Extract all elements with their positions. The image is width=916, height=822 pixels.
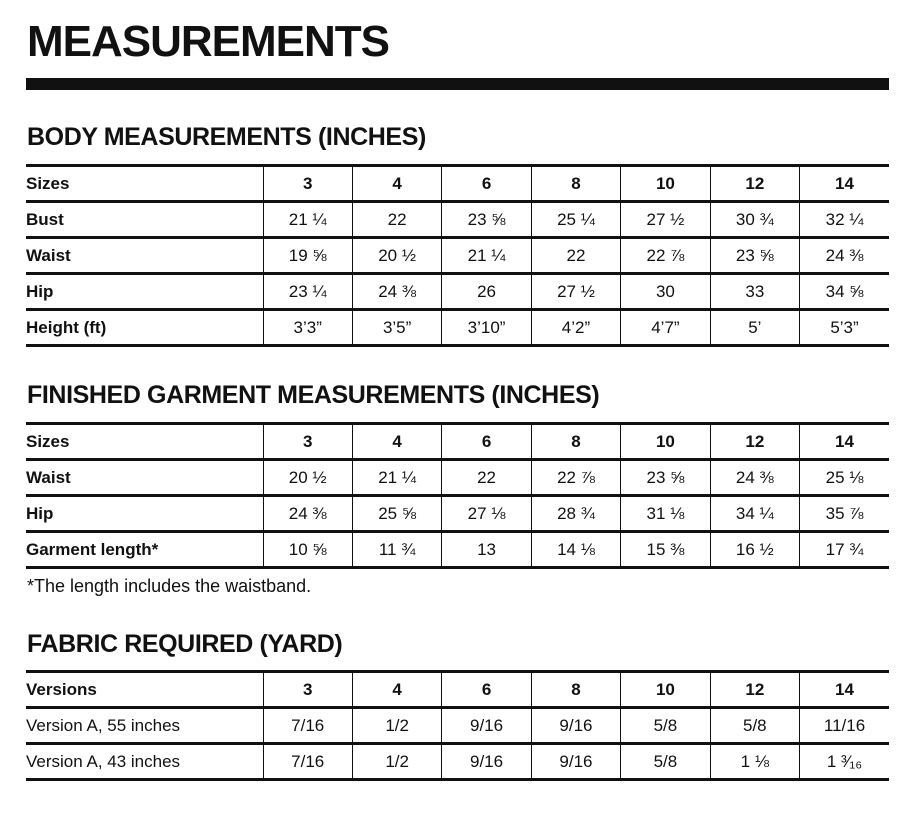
page-title: MEASUREMENTS (27, 17, 390, 66)
size-header: 3 (263, 424, 352, 460)
table-cell: 20 ½ (263, 460, 352, 496)
table-cell: 21 ¼ (352, 460, 441, 496)
section-title-fabric-required: FABRIC REQUIRED (YARD) (27, 630, 343, 658)
size-header: 6 (442, 672, 531, 708)
table-cell: 26 (442, 274, 531, 310)
table-cell: 22 (352, 202, 441, 238)
table-cell: 24 ⅜ (800, 238, 889, 274)
table-cell: 7/16 (263, 708, 352, 744)
finished-garment-table (26, 422, 889, 569)
table-cell: 25 ⅛ (800, 460, 889, 496)
table-cell: 35 ⅞ (800, 496, 889, 532)
table-row-bust (26, 202, 889, 238)
table-cell: 20 ½ (352, 238, 441, 274)
table-cell: 23 ¼ (263, 274, 352, 310)
table-cell: 31 ⅛ (621, 496, 710, 532)
table-row-height (26, 310, 889, 346)
table-cell: 5’ (710, 310, 799, 346)
size-header: 4 (352, 424, 441, 460)
section-title-finished-garment: FINISHED GARMENT MEASUREMENTS (INCHES) (27, 381, 600, 409)
table-cell: 1/2 (352, 708, 441, 744)
table-cell: 24 ⅜ (352, 274, 441, 310)
table-row-hip (26, 496, 889, 532)
row-label: Waist (26, 238, 263, 274)
table-header-row (26, 166, 889, 202)
table-cell: 16 ½ (710, 532, 799, 568)
table-row-version-a-43 (26, 744, 889, 780)
table-cell: 34 ¼ (710, 496, 799, 532)
table-cell: 15 ⅜ (621, 532, 710, 568)
table-cell: 30 ¾ (710, 202, 799, 238)
table-cell: 21 ¼ (442, 238, 531, 274)
size-header: 6 (442, 166, 531, 202)
table-row-version-a-55 (26, 708, 889, 744)
table-cell: 27 ½ (621, 202, 710, 238)
table-cell: 30 (621, 274, 710, 310)
table-row-hip (26, 274, 889, 310)
size-header: 14 (800, 424, 889, 460)
size-header: 14 (800, 672, 889, 708)
table-cell: 32 ¼ (800, 202, 889, 238)
table-cell: 23 ⅝ (621, 460, 710, 496)
row-label: Height (ft) (26, 310, 263, 346)
table-cell: 19 ⅝ (263, 238, 352, 274)
row-label: Sizes (26, 166, 263, 202)
table-cell: 27 ½ (531, 274, 620, 310)
table-cell: 13 (442, 532, 531, 568)
table-cell: 1 ⅛ (710, 744, 799, 780)
row-label: Sizes (26, 424, 263, 460)
section-title-body-measurements: BODY MEASUREMENTS (INCHES) (27, 123, 426, 151)
table-row-waist (26, 238, 889, 274)
size-header: 8 (531, 424, 620, 460)
size-header: 8 (531, 166, 620, 202)
table-cell: 9/16 (531, 708, 620, 744)
size-header: 3 (263, 672, 352, 708)
table-cell: 28 ¾ (531, 496, 620, 532)
table-cell: 5/8 (621, 744, 710, 780)
table-cell: 22 ⅞ (621, 238, 710, 274)
row-label: Version A, 43 inches (26, 744, 263, 780)
size-header: 10 (621, 424, 710, 460)
size-header: 12 (710, 424, 799, 460)
table-cell: 1/2 (352, 744, 441, 780)
table-cell: 25 ⅝ (352, 496, 441, 532)
size-header: 6 (442, 424, 531, 460)
table-cell: 24 ⅜ (263, 496, 352, 532)
row-label: Bust (26, 202, 263, 238)
row-label: Garment length* (26, 532, 263, 568)
table-cell: 14 ⅛ (531, 532, 620, 568)
table-cell: 1 ³⁄₁₆ (800, 744, 889, 780)
size-header: 12 (710, 166, 799, 202)
table-header-row (26, 672, 889, 708)
footnote: *The length includes the waistband. (27, 576, 312, 596)
table-cell: 11/16 (800, 708, 889, 744)
table-cell: 7/16 (263, 744, 352, 780)
table-cell: 23 ⅝ (710, 238, 799, 274)
size-header: 8 (531, 672, 620, 708)
table-cell: 21 ¼ (263, 202, 352, 238)
table-cell: 34 ⅝ (800, 274, 889, 310)
fabric-required-table (26, 670, 889, 781)
table-cell: 33 (710, 274, 799, 310)
title-rule (26, 78, 889, 90)
table-cell: 4’7” (621, 310, 710, 346)
table-cell: 11 ¾ (352, 532, 441, 568)
table-row-garment-length (26, 532, 889, 568)
table-cell: 4’2” (531, 310, 620, 346)
size-header: 12 (710, 672, 799, 708)
table-cell: 9/16 (442, 708, 531, 744)
table-cell: 25 ¼ (531, 202, 620, 238)
table-cell: 3’3” (263, 310, 352, 346)
table-cell: 5’3” (800, 310, 889, 346)
table-cell: 5/8 (621, 708, 710, 744)
table-cell: 23 ⅝ (442, 202, 531, 238)
table-cell: 17 ¾ (800, 532, 889, 568)
row-label: Versions (26, 672, 263, 708)
table-cell: 9/16 (442, 744, 531, 780)
size-header: 14 (800, 166, 889, 202)
row-label: Waist (26, 460, 263, 496)
table-cell: 24 ⅜ (710, 460, 799, 496)
table-cell: 27 ⅛ (442, 496, 531, 532)
row-label: Version A, 55 inches (26, 708, 263, 744)
table-header-row (26, 424, 889, 460)
row-label: Hip (26, 496, 263, 532)
table-cell: 22 ⅞ (531, 460, 620, 496)
body-measurements-table (26, 164, 889, 347)
table-cell: 22 (442, 460, 531, 496)
size-header: 10 (621, 166, 710, 202)
size-header: 10 (621, 672, 710, 708)
size-header: 3 (263, 166, 352, 202)
table-cell: 5/8 (710, 708, 799, 744)
table-row-waist (26, 460, 889, 496)
size-header: 4 (352, 672, 441, 708)
row-label: Hip (26, 274, 263, 310)
table-cell: 22 (531, 238, 620, 274)
table-cell: 3’5” (352, 310, 441, 346)
table-cell: 10 ⅝ (263, 532, 352, 568)
table-cell: 9/16 (531, 744, 620, 780)
table-cell: 3’10” (442, 310, 531, 346)
size-header: 4 (352, 166, 441, 202)
